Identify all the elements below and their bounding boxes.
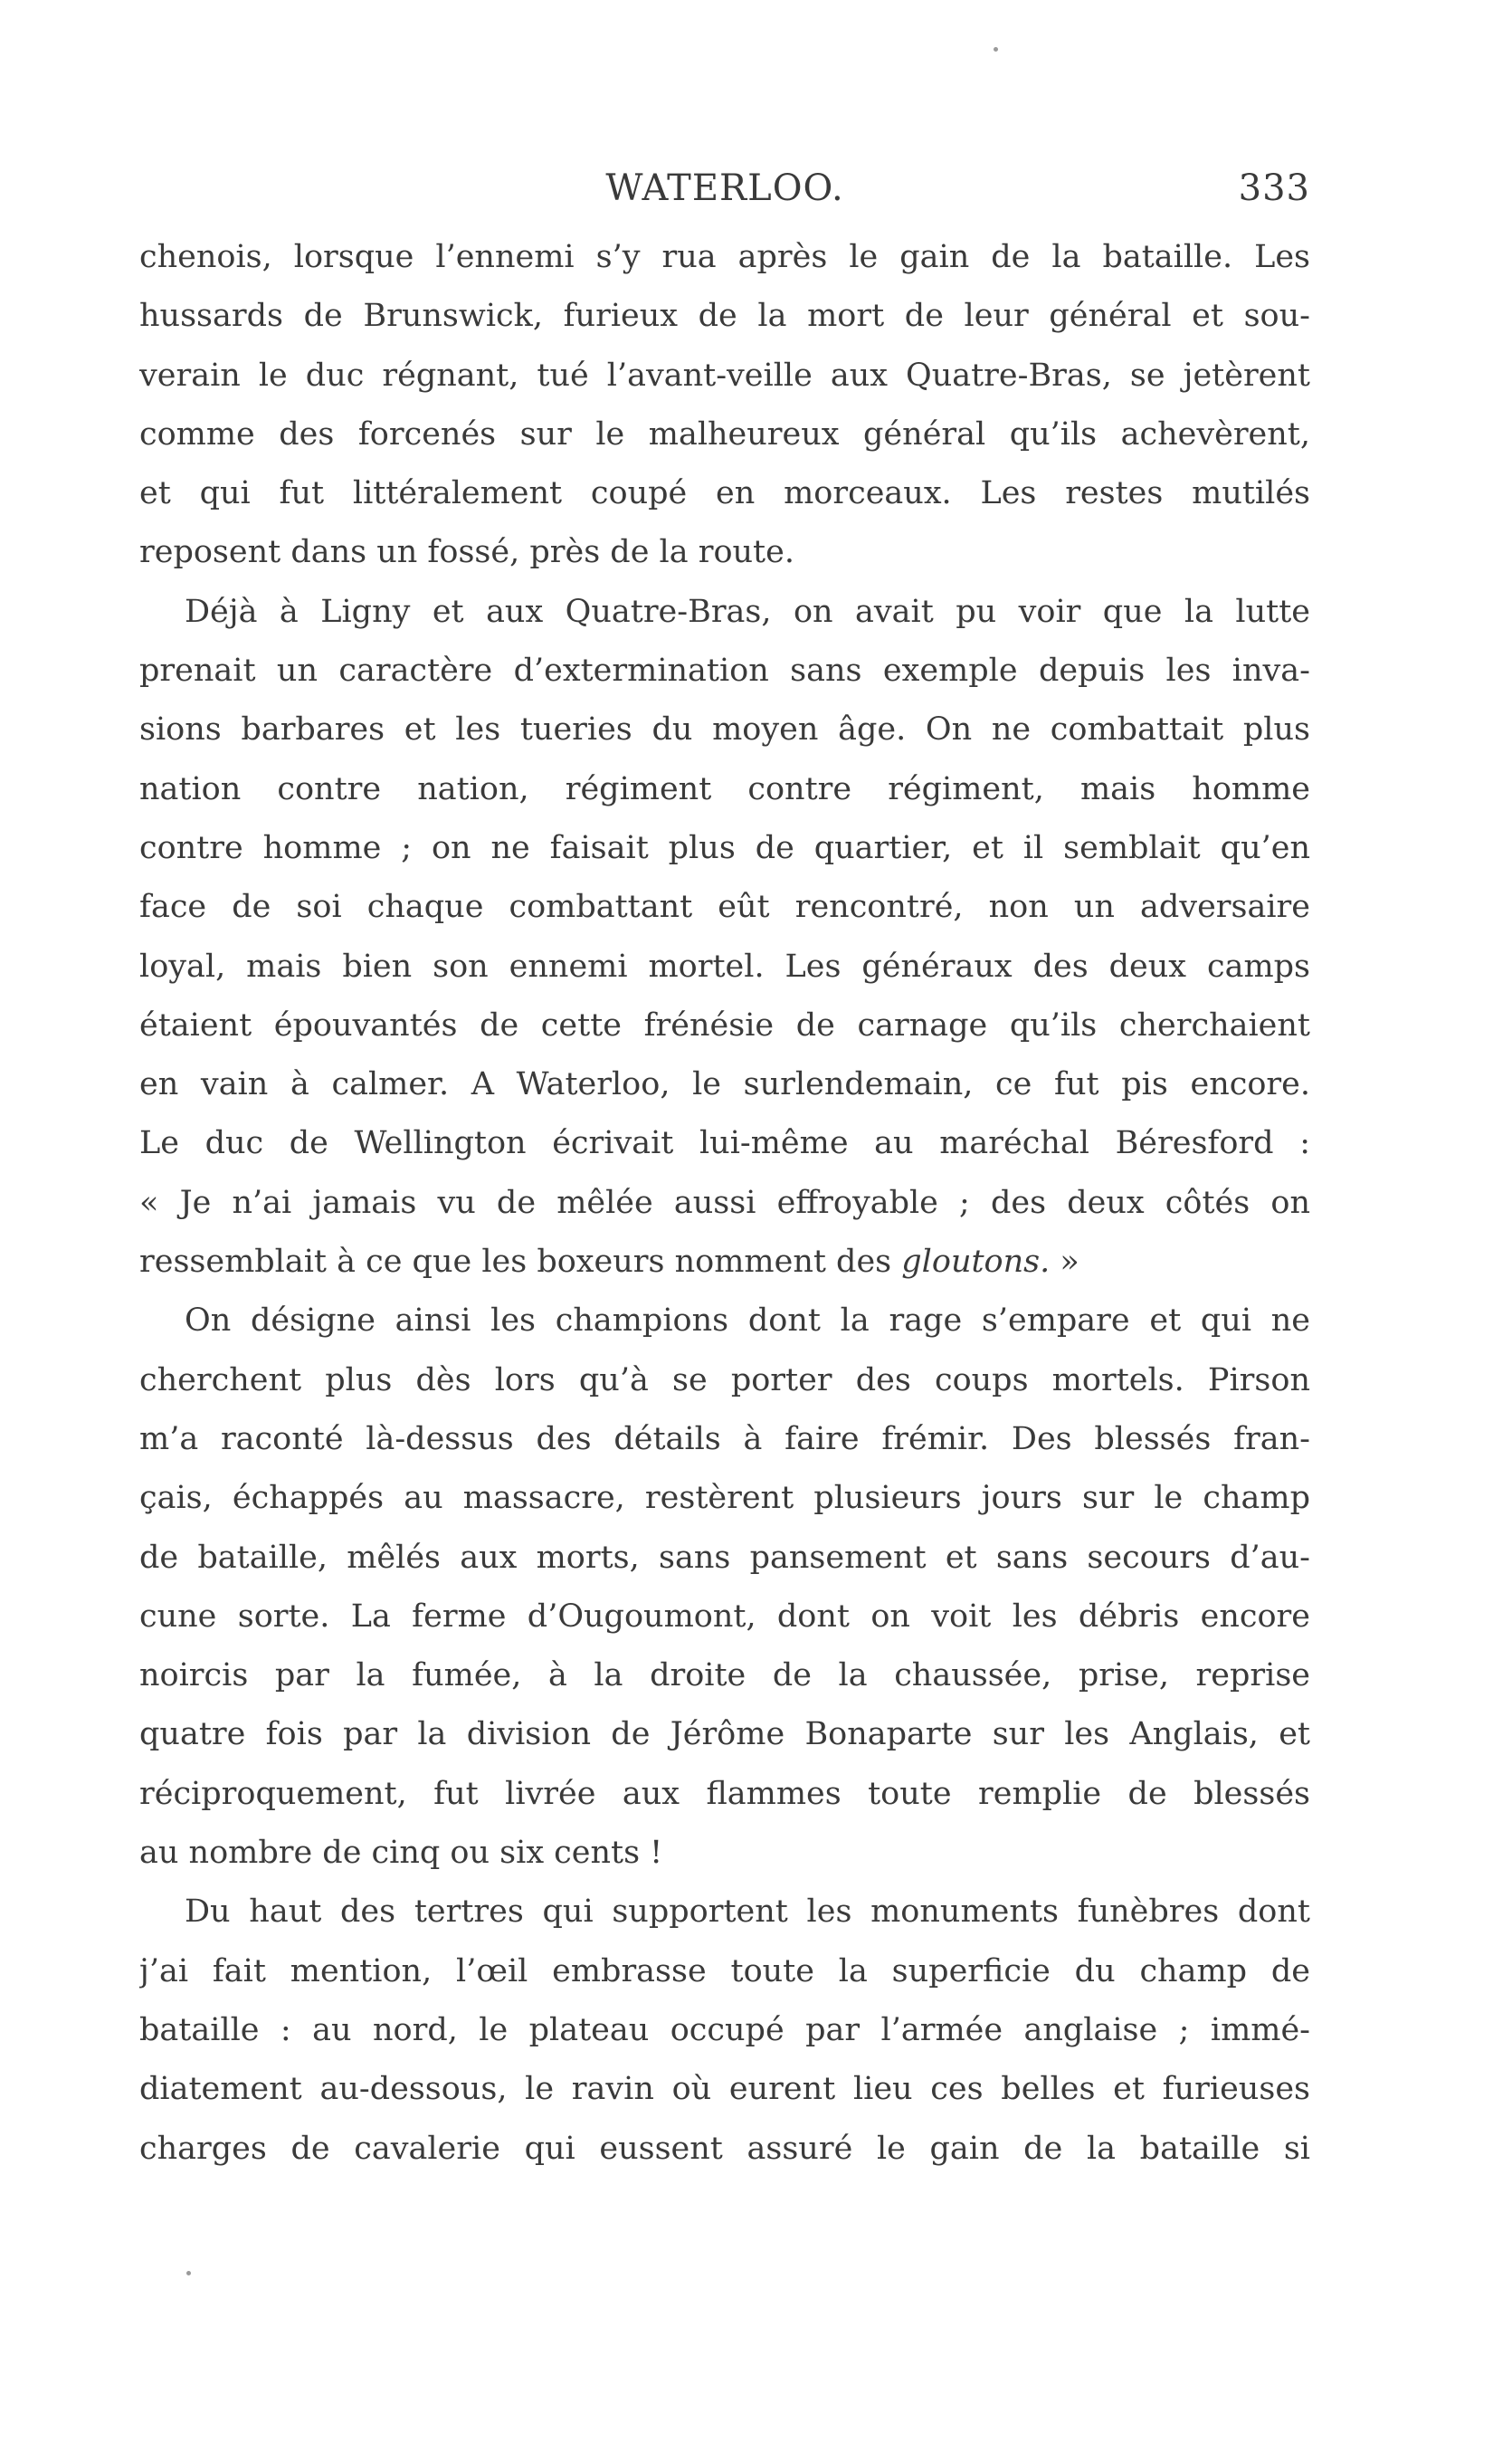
text-line: « Je n’ai jamais vu de mêlée aussi effroyable ; des deux côtés on	[139, 1184, 1310, 1221]
text-line: prenait un caractère d’extermination sans exemple depuis les inva-	[139, 653, 1310, 690]
text-line: bataille : au nord, le plateau occupé par l’armée anglaise ; immé-	[139, 2011, 1310, 2048]
text-line: réciproquement, fut livrée aux flammes toute remplie de blessés	[139, 1775, 1310, 1812]
paper-speck	[994, 47, 998, 52]
text-line: et qui fut littéralement coupé en morceaux. Les restes mutilés	[139, 475, 1310, 512]
text-line: loyal, mais bien son ennemi mortel. Les généraux des deux camps	[139, 948, 1310, 985]
page-number: 333	[1238, 167, 1310, 209]
text-line: hussards de Brunswick, furieux de la mort de leur général et sou-	[139, 298, 1310, 335]
body-text	[139, 228, 1310, 2179]
running-head	[139, 161, 1310, 215]
text-line: noircis par la fumée, à la droite de la chaussée, prise, reprise	[139, 1657, 1310, 1694]
text-line: comme des forcenés sur le malheureux général qu’ils achevèrent,	[139, 415, 1310, 453]
text-line: verain le duc régnant, tué l’avant-veille aux Quatre-Bras, se jetèrent	[139, 357, 1310, 394]
text-line: diatement au-dessous, le ravin où eurent lieu ces belles et furieuses	[139, 2071, 1310, 2108]
text-line: au nombre de cinq ou six cents !	[139, 1835, 663, 1872]
text-line: cune sorte. La ferme d’Ougoumont, dont on voit les débris encore	[139, 1598, 1310, 1635]
text-line-with-italic	[139, 1233, 1310, 1292]
italic-word: gloutons.	[901, 1244, 1051, 1281]
text-line: Le duc de Wellington écrivait lui-même au maréchal Béresford :	[139, 1125, 1310, 1162]
paper-speck	[186, 2271, 191, 2275]
text-line: nation contre nation, régiment contre régiment, mais homme	[139, 770, 1310, 807]
text-line: en vain à calmer. A Waterloo, le surlendemain, ce fut pis encore.	[139, 1066, 1310, 1103]
running-title: WATERLOO.	[605, 167, 844, 209]
text-segment: ressemblait à ce que les boxeurs nomment des	[139, 1244, 892, 1281]
paragraph-start-line: Du haut des tertres qui supportent les monuments funèbres dont	[185, 1893, 1310, 1931]
text-line: quatre fois par la division de Jérôme Bonaparte sur les Anglais, et	[139, 1716, 1310, 1753]
text-line: m’a raconté là-dessus des détails à faire frémir. Des blessés fran-	[139, 1420, 1310, 1457]
text-line: j’ai fait mention, l’œil embrasse toute la superficie du champ de	[139, 1952, 1310, 1989]
paragraph-start-line: On désigne ainsi les champions dont la rage s’empare et qui ne	[185, 1302, 1310, 1340]
text-line: chenois, lorsque l’ennemi s’y rua après le gain de la bataille. Les	[139, 239, 1310, 275]
text-line: cherchent plus dès lors qu’à se porter des coups mortels. Pirson	[139, 1361, 1310, 1398]
text-line: charges de cavalerie qui eussent assuré le gain de la bataille si	[139, 2130, 1310, 2167]
text-line: contre homme ; on ne faisait plus de quartier, et il semblait qu’en	[139, 829, 1310, 866]
text-line: de bataille, mêlés aux morts, sans pansement et sans secours d’au-	[139, 1539, 1310, 1576]
text-line: reposent dans un fossé, près de la route.	[139, 534, 794, 571]
text-line: étaient épouvantés de cette frénésie de carnage qu’ils cherchaient	[139, 1006, 1310, 1044]
text-line: sions barbares et les tueries du moyen âge. On ne combattait plus	[139, 711, 1310, 749]
text-line: face de soi chaque combattant eût rencontré, non un adversaire	[139, 889, 1310, 926]
paragraph-start-line: Déjà à Ligny et aux Quatre-Bras, on avait pu voir que la lutte	[185, 593, 1310, 630]
text-line: çais, échappés au massacre, restèrent plusieurs jours sur le champ	[139, 1480, 1310, 1517]
closing-quote: »	[1060, 1244, 1079, 1281]
